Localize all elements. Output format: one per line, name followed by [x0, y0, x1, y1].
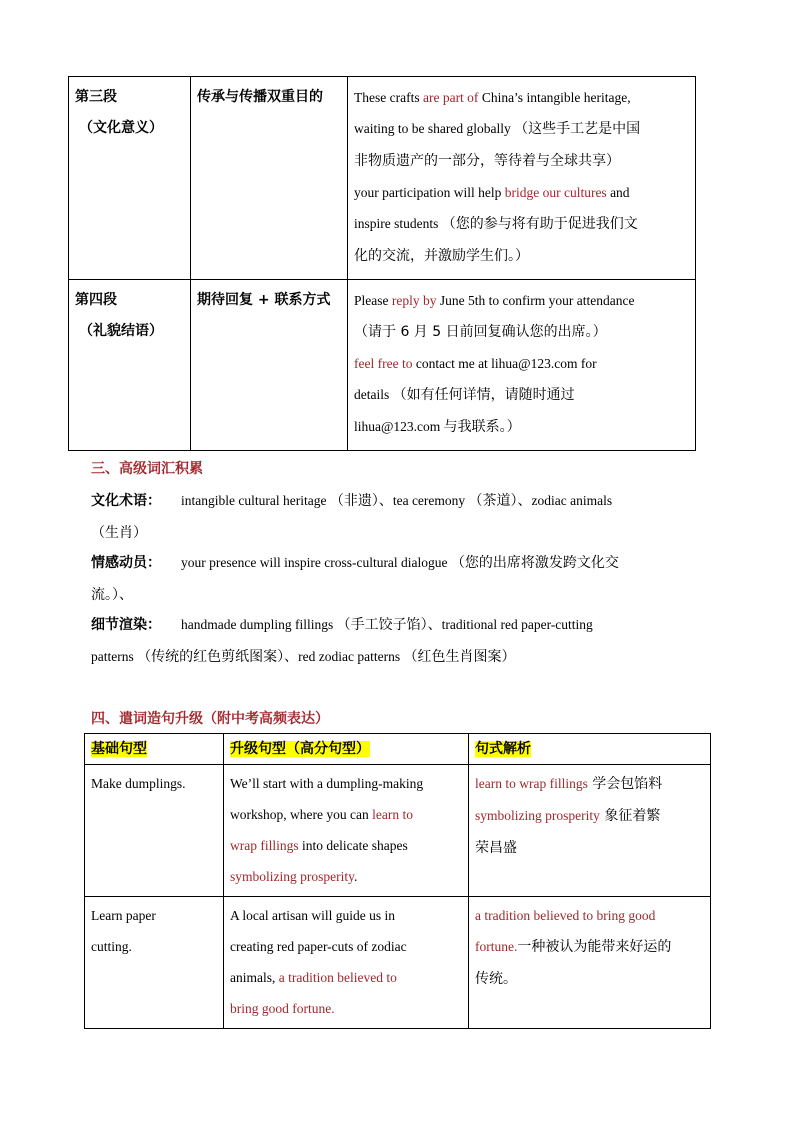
vocab-label: 情感动员： — [91, 555, 161, 571]
text-line — [354, 82, 690, 113]
chinese-text: （传统的红色剪纸图案）、 — [137, 649, 299, 665]
text-line — [475, 931, 704, 963]
text-segment: and — [606, 185, 630, 200]
basic-cell: Make dumplings. — [85, 765, 224, 897]
chinese-text: 化的交流，并激励学生们。） — [354, 248, 529, 264]
paragraph-role: （礼貌结语） — [79, 323, 163, 339]
text-segment: tea ceremony — [392, 493, 469, 508]
text-line — [230, 993, 462, 1024]
chinese-text: （红色生肖图案） — [403, 649, 516, 665]
highlight-phrase: bring good fortune. — [230, 1001, 335, 1016]
vocab-label: 文化术语： — [91, 493, 161, 509]
chinese-text: （茶道）、 — [468, 493, 532, 509]
text-line — [354, 240, 690, 272]
table-row — [69, 280, 696, 451]
text-line — [475, 900, 704, 931]
text-line — [230, 799, 462, 830]
text-segment: We’ll start with a dumpling-making — [230, 776, 424, 791]
text-segment: into delicate shapes — [298, 838, 408, 853]
text-segment: details — [354, 387, 393, 402]
vocab-item-culture — [91, 485, 696, 549]
text-line — [354, 285, 690, 316]
chinese-text: （手工饺子馅）、 — [336, 617, 442, 633]
sentence-upgrade-table — [84, 733, 711, 1029]
text-line — [354, 411, 690, 443]
text-line — [230, 830, 462, 861]
highlight-phrase: wrap fillings — [230, 838, 299, 853]
expression-cell — [348, 280, 696, 451]
paragraph-label: 第三段 — [75, 89, 117, 105]
text-line — [354, 316, 690, 348]
text-segment: your presence will inspire cross-cultural dialogue — [181, 555, 451, 570]
chinese-text: （您的出席将激发跨文化交 — [450, 555, 619, 571]
purpose-cell: 传承与传播双重目的 — [191, 77, 348, 280]
sentences-heading: 四、遣词造句升级（附中考高频表达） — [91, 711, 329, 727]
header-basic: 基础句型 — [85, 734, 224, 765]
upgraded-cell — [224, 765, 469, 897]
analysis-cell — [469, 765, 711, 897]
highlight-phrase: bridge our cultures — [504, 185, 607, 200]
vocab-line — [91, 517, 696, 549]
highlight-phrase: a tradition believed to — [278, 970, 397, 985]
highlight-phrase: reply by — [391, 293, 437, 308]
chinese-text: （非遗）、 — [329, 493, 393, 509]
header-upgraded: 升级句型（高分句型） — [224, 734, 469, 765]
vocab-heading: 三、高级词汇积累 — [91, 461, 203, 477]
text-segment: creating red paper-cuts of zodiac — [230, 939, 407, 954]
highlight-phrase: learn to wrap fillings — [475, 776, 588, 791]
vocab-line — [91, 609, 696, 641]
text-line — [354, 208, 690, 240]
text-segment: workshop, where you can — [230, 807, 373, 822]
text-line — [354, 379, 690, 411]
upgraded-cell — [224, 897, 469, 1029]
text-segment: June 5th to confirm your attendance — [436, 293, 635, 308]
table-row — [85, 765, 711, 897]
text-line — [230, 861, 462, 892]
text-segment: These crafts — [354, 90, 423, 105]
text-line — [354, 145, 690, 177]
purpose-cell: 期待回复 + 联系方式 — [191, 280, 348, 451]
chinese-text: 学会包馅料 — [587, 776, 663, 792]
chinese-text: 流。）、 — [91, 587, 133, 603]
text-segment: intangible cultural heritage — [181, 493, 330, 508]
text-line — [475, 832, 704, 864]
text-line — [354, 113, 690, 145]
text-segment: traditional red paper-cutting — [441, 617, 593, 632]
text-line — [230, 962, 462, 993]
vocab-line — [91, 547, 696, 579]
text-line — [475, 963, 704, 995]
vocab-line — [91, 485, 696, 517]
chinese-text: （生肖） — [91, 525, 147, 541]
highlight-phrase: symbolizing prosperity — [230, 869, 354, 884]
text-segment: Please — [354, 293, 392, 308]
text-line — [230, 900, 462, 931]
chinese-text: 一种被认为能带来好运的 — [517, 939, 672, 955]
chinese-text: 非物质遗产的一部分，等待着与全球共享） — [354, 153, 620, 169]
text-line — [475, 768, 704, 800]
text-line — [230, 931, 462, 962]
paragraph-name-cell — [69, 280, 191, 451]
chinese-text: （请于 6 月 5 日前回复确认您的出席。） — [354, 324, 607, 340]
structure-table — [68, 76, 696, 451]
text-segment: contact me at lihua@123.com for — [412, 356, 597, 371]
text-segment: China’s intangible heritage, — [478, 90, 631, 105]
chinese-text: 象征着繁 — [599, 808, 661, 824]
text-segment: . — [354, 869, 358, 884]
text-segment: patterns — [91, 649, 138, 664]
chinese-text: 传统。 — [475, 971, 517, 987]
highlight-phrase: fortune. — [475, 939, 518, 954]
chinese-text: （这些手工艺是中国 — [514, 121, 641, 137]
text-line — [354, 177, 690, 208]
text-segment: zodiac animals — [531, 493, 613, 508]
vocab-item-emotion — [91, 547, 696, 611]
chinese-text: （如有任何详情，请随时通过 — [392, 387, 575, 403]
text-line — [475, 800, 704, 832]
chinese-text: 荣昌盛 — [475, 840, 517, 856]
text-line — [354, 348, 690, 379]
text-segment: animals, — [230, 970, 279, 985]
vocab-line — [91, 579, 696, 611]
highlight-phrase: are part of — [422, 90, 479, 105]
header-analysis: 句式解析 — [469, 734, 711, 765]
table-row — [85, 897, 711, 1029]
text-segment: inspire students — [354, 216, 442, 231]
chinese-text: （您的参与将有助于促进我们文 — [441, 216, 638, 232]
paragraph-role: （文化意义） — [79, 120, 163, 136]
highlight-phrase: feel free to — [354, 356, 413, 371]
highlight-phrase: symbolizing prosperity — [475, 808, 600, 823]
paragraph-name-cell — [69, 77, 191, 280]
vocab-item-detail — [91, 609, 696, 673]
highlight-phrase: learn to — [372, 807, 413, 822]
table-row — [69, 77, 696, 280]
text-segment: lihua@123.com — [354, 419, 444, 434]
text-segment: waiting to be shared globally — [354, 121, 515, 136]
text-segment: your participation will help — [354, 185, 505, 200]
vocab-line — [91, 641, 696, 673]
text-segment: red zodiac patterns — [298, 649, 404, 664]
highlight-phrase: a tradition believed to bring good — [475, 908, 656, 923]
expression-cell — [348, 77, 696, 280]
text-line — [230, 768, 462, 799]
paragraph-label: 第四段 — [75, 292, 117, 308]
basic-cell: Learn paper cutting. — [85, 897, 224, 1029]
chinese-text: 与我联系。） — [443, 419, 521, 435]
text-segment: A local artisan will guide us in — [230, 908, 395, 923]
text-segment: handmade dumpling fillings — [181, 617, 337, 632]
vocab-label: 细节渲染： — [91, 617, 161, 633]
table-header-row — [85, 734, 711, 765]
analysis-cell — [469, 897, 711, 1029]
